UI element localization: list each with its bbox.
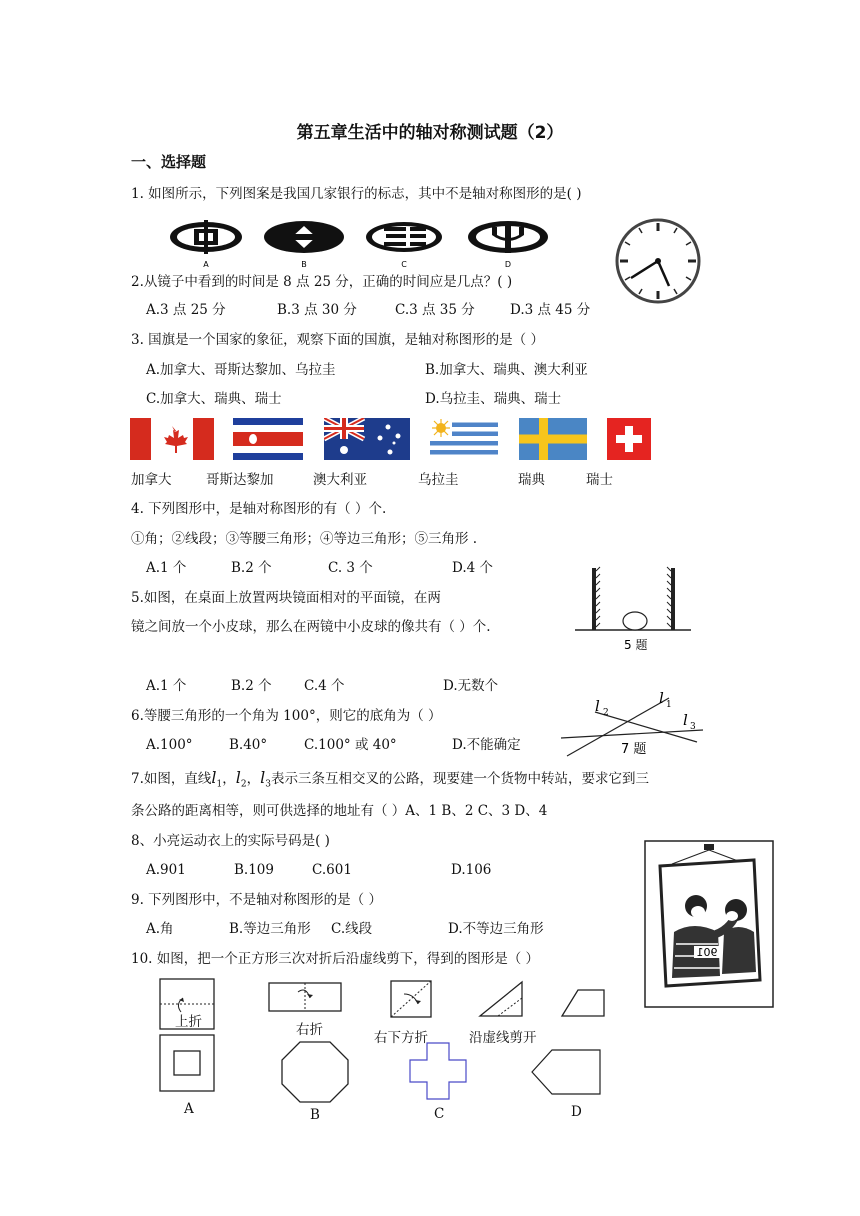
q6-option-c: C.100° 或 40°	[304, 737, 397, 753]
q8-text: 8、小亮运动衣上的实际号码是( )	[131, 833, 330, 849]
q9-option-d: D.不等边三角形	[448, 921, 544, 937]
fold-step-2	[268, 982, 342, 1012]
sweden-flag	[519, 418, 587, 460]
canada-flag	[130, 418, 214, 460]
logo-label-a: A	[203, 260, 209, 269]
flag-name-costa-rica: 哥斯达黎加	[206, 472, 274, 488]
fig-l1: l	[659, 689, 664, 707]
q5-line2: 镜之间放一个小皮球，那么在两镜中小皮球的像共有（ ）个.	[131, 619, 491, 635]
answer-label-b: B	[310, 1107, 320, 1123]
q5-option-b: B.2 个	[231, 678, 272, 694]
uruguay-flag	[430, 418, 498, 460]
q9-option-a: A.角	[146, 921, 174, 937]
fold-label-4: 沿虚线剪开	[469, 1030, 537, 1046]
q4-option-d: D.4 个	[452, 560, 494, 576]
answer-label-d: D	[571, 1104, 582, 1120]
bank-logo-d	[468, 221, 548, 253]
fig-l3: l	[683, 711, 688, 729]
q8-option-c: C.601	[312, 862, 352, 878]
answer-a-figure	[159, 1034, 215, 1092]
mirror-figure-label: 5 题	[624, 638, 648, 652]
answer-label-a: A	[184, 1101, 194, 1117]
q5-option-d: D.无数个	[443, 678, 499, 694]
q2-option-c: C.3 点 35 分	[395, 302, 475, 318]
q10-text: 10. 如图，把一个正方形三次对折后沿虚线剪下，得到的图形是（ ）	[131, 951, 540, 967]
bank-logo-a	[170, 220, 242, 254]
q5-option-c: C.4 个	[304, 678, 345, 694]
q7-line2: 条公路的距离相等，则可供选择的地址有（ ）A、1 B、2 C、3 D、4	[131, 803, 548, 819]
shirt-number: 901	[696, 946, 718, 959]
fig-l2-sub: 2	[603, 708, 609, 718]
q4-text: 4. 下列图形中，是轴对称图形的有（ ）个.	[131, 501, 387, 517]
q3-option-b: B.加拿大、瑞典、澳大利亚	[425, 362, 588, 378]
flag-name-canada: 加拿大	[131, 472, 172, 488]
australia-flag	[324, 418, 410, 460]
q4-option-c: C. 3 个	[328, 560, 373, 576]
bank-logos	[164, 215, 554, 270]
q2-text: 2.从镜子中看到的时间是 8 点 25 分，正确的时间应是几点？( )	[131, 274, 513, 290]
fold-step-5	[560, 988, 606, 1018]
q3-option-c: C.加拿大、瑞典、瑞士	[146, 391, 282, 407]
lines-figure	[557, 686, 707, 766]
answer-b-figure	[280, 1040, 350, 1104]
fig-l2: l	[595, 697, 600, 715]
flag-name-sweden: 瑞典	[518, 472, 545, 488]
q9-option-b: B.等边三角形	[229, 921, 311, 937]
fold-label-2: 右折	[296, 1022, 323, 1038]
q2-option-b: B.3 点 30 分	[277, 302, 357, 318]
q4-option-b: B.2 个	[231, 560, 272, 576]
q2-option-d: D.3 点 45 分	[510, 302, 591, 318]
fold-label-1: 上折	[175, 1014, 202, 1030]
q4-option-a: A.1 个	[146, 560, 187, 576]
section-heading: 一、选择题	[131, 153, 207, 171]
q6-option-a: A.100°	[146, 737, 193, 753]
q3-option-a: A.加拿大、哥斯达黎加、乌拉圭	[146, 362, 336, 378]
q2-option-a: A.3 点 25 分	[146, 302, 226, 318]
q3-option-d: D.乌拉圭、瑞典、瑞士	[425, 391, 562, 407]
fold-step-4	[478, 980, 524, 1018]
q5-option-a: A.1 个	[146, 678, 187, 694]
answer-label-c: C	[434, 1106, 445, 1122]
switzerland-flag	[607, 418, 651, 460]
q1-text: 1. 如图所示，下列图案是我国几家银行的标志，其中不是轴对称图形的是( )	[131, 186, 582, 202]
q6-option-d: D.不能确定	[452, 737, 521, 753]
fig-l1-sub: 1	[666, 700, 672, 710]
logo-label-c: C	[401, 260, 407, 269]
answer-c-figure	[409, 1042, 467, 1100]
q8-option-d: D.106	[451, 862, 492, 878]
fig-7-label: 7 题	[621, 742, 647, 757]
q9-option-c: C.线段	[331, 921, 373, 937]
q9-text: 9. 下列图形中，不是轴对称图形的是（ ）	[131, 892, 382, 908]
q5-line1: 5.如图，在桌面上放置两块镜面相对的平面镜，在两	[131, 590, 441, 606]
q7-line1: 7.如图，直线$l_1$，$l_2$，$l_3$表示三条互相交叉的公路，现要建一个货物中转站，要求它到三	[131, 768, 649, 790]
fig-l3-sub: 3	[690, 722, 696, 732]
flag-name-switzerland: 瑞士	[586, 472, 613, 488]
q6-option-b: B.40°	[229, 737, 268, 753]
clock-icon	[613, 216, 703, 306]
answer-d-figure	[530, 1048, 602, 1096]
mirror-shirt-picture	[644, 840, 774, 1008]
q8-option-b: B.109	[234, 862, 274, 878]
page-title: 第五章生活中的轴对称测试题（2）	[296, 123, 564, 143]
logo-label-d: D	[504, 260, 512, 269]
q3-text: 3. 国旗是一个国家的象征，观察下面的国旗，是轴对称图形的是（ ）	[131, 332, 544, 348]
flag-name-uruguay: 乌拉圭	[418, 472, 459, 488]
fold-step-3	[390, 980, 432, 1018]
bank-logo-c	[366, 222, 442, 252]
mirror-figure	[573, 565, 693, 655]
costa-rica-flag	[233, 418, 303, 460]
logo-label-b: B	[301, 260, 307, 269]
q6-text: 6.等腰三角形的一个角为 100°，则它的底角为（ ）	[131, 708, 442, 724]
flag-name-australia: 澳大利亚	[313, 472, 367, 488]
fold-label-3: 右下方折	[374, 1030, 428, 1046]
q8-option-a: A.901	[146, 862, 186, 878]
q4-items: ①角；②线段；③等腰三角形；④等边三角形；⑤三角形 .	[131, 531, 478, 547]
bank-logo-b	[264, 221, 344, 253]
